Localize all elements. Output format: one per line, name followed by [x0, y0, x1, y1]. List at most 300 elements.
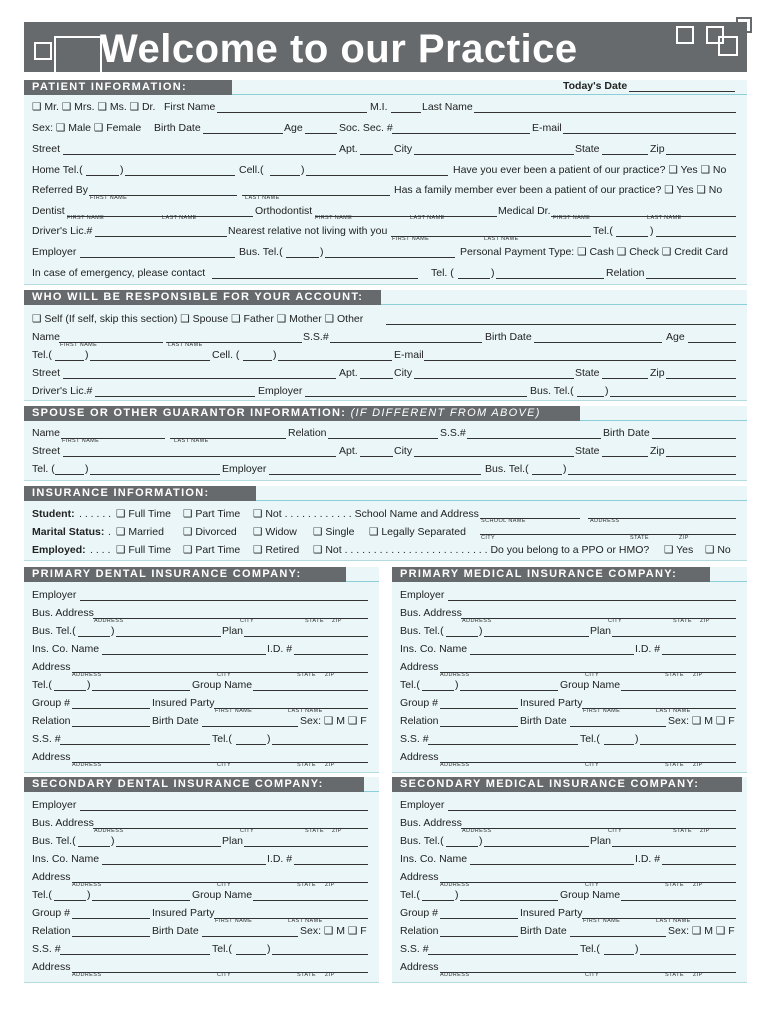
state-field[interactable]: [602, 154, 648, 155]
spouse-section-title: SPOUSE OR OTHER GUARANTOR INFORMATION:: [32, 407, 347, 419]
primary-dental-sub-city: CITY: [240, 618, 255, 624]
primary-medical-address-label: Address: [400, 751, 439, 763]
secondary-medical-sub-address: ADDRESS: [440, 882, 470, 888]
nearest-tel-field[interactable]: [656, 236, 736, 237]
secondary-medical-bus-address-label: Bus. Address: [400, 817, 462, 829]
primary-medical-id-field[interactable]: [662, 654, 736, 655]
resp-zip-label: Zip: [650, 367, 665, 379]
primary-medical-ins-co-name-field[interactable]: [470, 654, 634, 655]
zip-label: Zip: [650, 143, 665, 155]
secondary-medical-employer-label: Employer: [400, 799, 445, 811]
spouse-tel-label: Tel. (: [32, 463, 55, 475]
primary-dental-sub-zip: ZIP: [325, 762, 335, 768]
nearest-tel-area-field[interactable]: [616, 236, 648, 237]
primary-medical-relation-field[interactable]: [440, 726, 518, 727]
retired-checkbox[interactable]: ❑ Retired: [253, 544, 300, 556]
secondary-medical-sub-last-name: LAST NAME: [656, 918, 691, 924]
spouse-employer-field[interactable]: [269, 474, 481, 475]
secondary-dental-id-field[interactable]: [294, 864, 368, 865]
secondary-dental-tel-label: Tel.(: [32, 889, 52, 901]
primary-medical-bus-tel-paren: ): [479, 625, 483, 637]
resp-state-label: State: [575, 367, 600, 379]
todays-date-field[interactable]: [629, 91, 735, 92]
secondary-medical-ins-co-name-field[interactable]: [470, 864, 634, 865]
primary-dental-tel-label: Tel.(: [32, 679, 52, 691]
bus-tel-paren: ): [320, 246, 324, 258]
family-member-question[interactable]: Has a family member ever been a patient of our practice? ❑ Yes ❑ No: [394, 184, 723, 196]
employed-not-checkbox[interactable]: ❑ Not . . . . . . . . . . . . . . . . . . . . . . . . . Do you belong to a PPO or HMO?: [313, 544, 650, 556]
resp-age-field[interactable]: [688, 342, 736, 343]
cell-area-field[interactable]: [270, 175, 300, 176]
secondary-dental-ins-co-name-field[interactable]: [102, 864, 266, 865]
ppo-no-checkbox[interactable]: ❑ No: [705, 544, 731, 556]
emergency-tel-area-field[interactable]: [458, 278, 490, 279]
primary-medical-sub-first-name: FIRST NAME: [583, 708, 621, 714]
secondary-medical-tel-area-field[interactable]: [422, 900, 454, 901]
secondary-medical-ss-field[interactable]: [428, 954, 578, 955]
primary-medical-bus-address-field[interactable]: [461, 618, 736, 619]
resp-apt-field[interactable]: [360, 378, 393, 379]
primary-dental-tel-area-field[interactable]: [236, 744, 266, 745]
primary-dental-sub-city: CITY: [217, 672, 232, 678]
resp-bus-tel-field[interactable]: [610, 396, 736, 397]
secondary-dental-bus-tel-area-field[interactable]: [78, 846, 110, 847]
primary-dental-ins-co-name-label: Ins. Co. Name: [32, 643, 100, 655]
secondary-medical-relation-label: Relation: [400, 925, 439, 937]
secondary-dental-relation-field[interactable]: [72, 936, 150, 937]
divider: [364, 791, 379, 792]
nearest-tel-label: Tel.(: [593, 225, 613, 237]
ssn-label: Soc. Sec. #: [339, 122, 393, 134]
secondary-medical-bus-address-field[interactable]: [461, 828, 736, 829]
primary-dental-employer-field[interactable]: [80, 600, 368, 601]
secondary-dental-bus-tel-field[interactable]: [116, 846, 221, 847]
secondary-dental-tel-field[interactable]: [92, 900, 190, 901]
bus-tel-area-field[interactable]: [286, 257, 319, 258]
secondary-medical-ins-co-name-label: Ins. Co. Name: [400, 853, 468, 865]
header-square-icon: [34, 42, 52, 60]
secondary-dental-sub-address: ADDRESS: [94, 828, 124, 834]
ssn-field[interactable]: [392, 133, 530, 134]
secondary-medical-sex-checkboxes[interactable]: Sex: ❑ M ❑ F: [668, 925, 735, 937]
spouse-city-label: City: [394, 445, 413, 457]
spouse-bus-tel-field[interactable]: [568, 474, 736, 475]
resp-zip-field[interactable]: [666, 378, 736, 379]
primary-medical-sub-state: STATE: [673, 618, 692, 624]
primary-dental-tel-field[interactable]: [92, 690, 190, 691]
secondary-medical-group-name-label: Group Name: [560, 889, 621, 901]
secondary-medical-group-no-field[interactable]: [440, 918, 518, 919]
emergency-tel-paren: ): [491, 267, 495, 279]
primary-medical-bg: [392, 567, 747, 773]
home-tel-paren: ): [120, 164, 124, 176]
spouse-ss-label: S.S.#: [440, 427, 466, 439]
state-label: State: [575, 143, 600, 155]
cell-field[interactable]: [306, 175, 448, 176]
married-checkbox[interactable]: ❑ Married: [116, 526, 164, 538]
sub-zip: ZIP: [679, 535, 689, 541]
primary-dental-tel-label: Tel.(: [212, 733, 232, 745]
primary-dental-sub-address: ADDRESS: [94, 618, 124, 624]
primary-medical-employer-label: Employer: [400, 589, 445, 601]
secondary-medical-plan-field[interactable]: [612, 846, 736, 847]
primary-medical-ins-co-name-label: Ins. Co. Name: [400, 643, 468, 655]
page-title: Welcome to our Practice: [100, 27, 578, 71]
primary-medical-group-name-field[interactable]: [621, 690, 736, 691]
secondary-medical-tel-paren: ): [455, 889, 459, 901]
resp-cell-area-field[interactable]: [243, 360, 272, 361]
drivers-lic-field[interactable]: [95, 236, 227, 237]
secondary-medical-relation-field[interactable]: [440, 936, 518, 937]
secondary-dental-tel-field[interactable]: [272, 954, 368, 955]
primary-dental-birth-date-field[interactable]: [202, 726, 298, 727]
first-name-field[interactable]: [217, 112, 367, 113]
resp-street-field[interactable]: [63, 378, 336, 379]
emergency-tel-field[interactable]: [496, 278, 604, 279]
primary-dental-ss-label: S.S. #: [32, 733, 61, 745]
sub-city: CITY: [481, 535, 496, 541]
secondary-dental-plan-field[interactable]: [244, 846, 368, 847]
primary-dental-address-label: Address: [32, 661, 71, 673]
spouse-birth-date-field[interactable]: [652, 438, 736, 439]
primary-medical-plan-label: Plan: [590, 625, 612, 637]
secondary-dental-employer-label: Employer: [32, 799, 77, 811]
spouse-bus-tel-area-field[interactable]: [532, 474, 562, 475]
secondary-medical-bus-tel-field[interactable]: [484, 846, 589, 847]
secondary-medical-id-field[interactable]: [662, 864, 736, 865]
resp-cell-label: Cell. (: [212, 349, 240, 361]
primary-dental-bus-address-label: Bus. Address: [32, 607, 94, 619]
primary-medical-sub-city: CITY: [608, 618, 623, 624]
secondary-dental-sub-city: CITY: [240, 828, 255, 834]
emergency-label: In case of emergency, please contact: [32, 267, 206, 279]
spouse-street-field[interactable]: [63, 456, 336, 457]
resp-state-field[interactable]: [602, 378, 648, 379]
been-patient-question[interactable]: Have you ever been a patient of our practice? ❑ Yes ❑ No: [453, 164, 727, 176]
resp-city-field[interactable]: [414, 378, 574, 379]
sex-checkboxes[interactable]: Sex: ❑ Male ❑ Female: [32, 122, 142, 134]
primary-medical-sub-state: STATE: [665, 672, 684, 678]
primary-dental-sub-first-name: FIRST NAME: [215, 708, 253, 714]
email-field[interactable]: [563, 133, 736, 134]
header-square-icon: [54, 36, 102, 76]
primary-medical-bus-tel-area-field[interactable]: [446, 636, 478, 637]
primary-medical-bus-tel-label: Bus. Tel.(: [400, 625, 444, 637]
title-checkboxes[interactable]: ❑ Mr. ❑ Mrs. ❑ Ms. ❑ Dr.: [32, 101, 156, 113]
secondary-dental-ss-label: S.S. #: [32, 943, 61, 955]
secondary-medical-bg: [392, 777, 747, 983]
school-city-field[interactable]: [480, 534, 736, 535]
divider: [381, 304, 747, 305]
primary-medical-ss-field[interactable]: [428, 744, 578, 745]
sub-last-name: LAST NAME: [245, 195, 280, 201]
resp-employer-label: Employer: [258, 385, 303, 397]
spouse-employer-label: Employer: [222, 463, 267, 475]
primary-medical-ss-label: S.S. #: [400, 733, 429, 745]
primary-dental-group-name-field[interactable]: [253, 690, 368, 691]
divider: [710, 581, 747, 582]
primary-dental-bus-tel-area-field[interactable]: [78, 636, 110, 637]
primary-medical-tel-field[interactable]: [640, 744, 736, 745]
resp-birth-date-field[interactable]: [534, 342, 662, 343]
city-label: City: [394, 143, 413, 155]
resp-drivers-lic-label: Driver's Lic.#: [32, 385, 93, 397]
secondary-dental-group-no-field[interactable]: [72, 918, 150, 919]
secondary-dental-tel-area-field[interactable]: [236, 954, 266, 955]
primary-dental-tel-area-field[interactable]: [54, 690, 86, 691]
secondary-dental-sub-state: STATE: [297, 972, 316, 978]
sub-last-name: LAST NAME: [174, 438, 209, 444]
divider: [346, 581, 379, 582]
resp-tel-field[interactable]: [90, 360, 210, 361]
street-field[interactable]: [63, 154, 336, 155]
sub-school-name: SCHOOL NAME: [481, 518, 526, 524]
home-tel-field[interactable]: [125, 175, 235, 176]
secondary-medical-employer-field[interactable]: [448, 810, 736, 811]
resp-ss-field[interactable]: [330, 342, 482, 343]
secondary-dental-tel-paren: ): [267, 943, 271, 955]
header-square-icon: [736, 17, 752, 33]
secondary-dental-sub-address: ADDRESS: [72, 972, 102, 978]
secondary-medical-header: SECONDARY MEDICAL INSURANCE COMPANY:: [392, 777, 742, 792]
employer-field[interactable]: [80, 257, 235, 258]
primary-medical-group-no-field[interactable]: [440, 708, 518, 709]
secondary-medical-address-label: Address: [400, 871, 439, 883]
sub-address: ADDRESS: [590, 518, 620, 524]
email-label: E-mail: [532, 122, 562, 134]
dentist-label: Dentist: [32, 205, 65, 217]
primary-medical-sub-city: CITY: [585, 672, 600, 678]
secondary-medical-tel-field[interactable]: [460, 900, 558, 901]
secondary-medical-tel-label: Tel.(: [400, 889, 420, 901]
widow-checkbox[interactable]: ❑ Widow: [253, 526, 297, 538]
spouse-section-header: [24, 406, 580, 421]
spouse-state-field[interactable]: [602, 456, 648, 457]
legally-separated-checkbox[interactable]: ❑ Legally Separated: [369, 526, 466, 538]
resp-tel-area-field[interactable]: [55, 360, 84, 361]
home-tel-area-field[interactable]: [86, 175, 119, 176]
relation-label: Relation: [606, 267, 645, 279]
student-not-checkbox[interactable]: ❑ Not . . . . . . . . . . . . School Name and Address: [253, 508, 479, 520]
secondary-medical-tel-paren: ): [635, 943, 639, 955]
spouse-bus-tel-label: Bus. Tel.(: [485, 463, 529, 475]
primary-dental-group-name-label: Group Name: [192, 679, 253, 691]
secondary-medical-tel-area-field[interactable]: [604, 954, 634, 955]
secondary-medical-sub-first-name: FIRST NAME: [583, 918, 621, 924]
age-field[interactable]: [305, 133, 337, 134]
primary-dental-address-label: Address: [32, 751, 71, 763]
primary-dental-sub-state: STATE: [297, 762, 316, 768]
primary-medical-tel-label: Tel.(: [580, 733, 600, 745]
employed-full-time-checkbox[interactable]: ❑ Full Time: [116, 544, 171, 556]
spouse-zip-field[interactable]: [666, 456, 736, 457]
primary-dental-sub-last-name: LAST NAME: [288, 708, 323, 714]
primary-dental-bus-tel-field[interactable]: [116, 636, 221, 637]
primary-medical-sex-checkboxes[interactable]: Sex: ❑ M ❑ F: [668, 715, 735, 727]
primary-dental-group-no-field[interactable]: [72, 708, 150, 709]
sub-state: STATE: [630, 535, 649, 541]
secondary-dental-header: SECONDARY DENTAL INSURANCE COMPANY:: [24, 777, 364, 792]
resp-employer-field[interactable]: [305, 396, 527, 397]
primary-dental-bus-tel-label: Bus. Tel.(: [32, 625, 76, 637]
primary-dental-sub-state: STATE: [297, 672, 316, 678]
primary-dental-tel-field[interactable]: [272, 744, 368, 745]
zip-field[interactable]: [666, 154, 736, 155]
secondary-medical-birth-date-field[interactable]: [570, 936, 666, 937]
primary-dental-ins-co-name-field[interactable]: [102, 654, 266, 655]
sub-first-name: FIRST NAME: [67, 215, 105, 221]
secondary-medical-group-name-field[interactable]: [621, 900, 736, 901]
secondary-medical-sub-zip: ZIP: [693, 882, 703, 888]
primary-medical-employer-field[interactable]: [448, 600, 736, 601]
spouse-tel-paren: ): [85, 463, 89, 475]
apt-field[interactable]: [360, 154, 393, 155]
primary-medical-bus-tel-field[interactable]: [484, 636, 589, 637]
medical-dr-label: Medical Dr.: [498, 205, 551, 217]
primary-dental-relation-field[interactable]: [72, 726, 150, 727]
primary-dental-plan-label: Plan: [222, 625, 244, 637]
secondary-dental-sex-checkboxes[interactable]: Sex: ❑ M ❑ F: [300, 925, 367, 937]
secondary-dental-employer-field[interactable]: [80, 810, 368, 811]
primary-dental-bg: [24, 567, 379, 773]
primary-medical-tel-area-field[interactable]: [604, 744, 634, 745]
bus-tel-field[interactable]: [325, 257, 455, 258]
apt-label: Apt.: [339, 143, 358, 155]
primary-dental-id-field[interactable]: [294, 654, 368, 655]
mi-field[interactable]: [391, 112, 421, 113]
header-square-icon: [676, 26, 694, 44]
primary-medical-tel-paren: ): [635, 733, 639, 745]
spouse-tel-area-field[interactable]: [55, 474, 84, 475]
secondary-medical-tel-field[interactable]: [640, 954, 736, 955]
secondary-medical-sub-address: ADDRESS: [462, 828, 492, 834]
last-name-field[interactable]: [474, 112, 736, 113]
secondary-dental-birth-date-field[interactable]: [202, 936, 298, 937]
primary-dental-ss-field[interactable]: [60, 744, 210, 745]
primary-dental-sub-address: ADDRESS: [72, 762, 102, 768]
primary-dental-sub-state: STATE: [305, 618, 324, 624]
secondary-medical-sub-state: STATE: [673, 828, 692, 834]
secondary-medical-sub-state: STATE: [665, 972, 684, 978]
primary-medical-birth-date-field[interactable]: [570, 726, 666, 727]
secondary-dental-ins-co-name-label: Ins. Co. Name: [32, 853, 100, 865]
payment-type-checkboxes[interactable]: Personal Payment Type: ❑ Cash ❑ Check ❑ Credit Card: [460, 246, 728, 258]
secondary-dental-tel-paren: ): [87, 889, 91, 901]
single-checkbox[interactable]: ❑ Single: [313, 526, 355, 538]
secondary-dental-tel-area-field[interactable]: [54, 900, 86, 901]
responsible-options[interactable]: ❑ Self (If self, skip this section) ❑ Spouse ❑ Father ❑ Mother ❑ Other: [32, 313, 364, 325]
secondary-medical-sub-state: STATE: [665, 882, 684, 888]
responsible-section-bg: [24, 290, 747, 401]
resp-email-field[interactable]: [424, 360, 736, 361]
spouse-tel-field[interactable]: [90, 474, 220, 475]
employed-part-time-checkbox[interactable]: ❑ Part Time: [183, 544, 241, 556]
primary-medical-group-name-label: Group Name: [560, 679, 621, 691]
resp-email-label: E-mail: [394, 349, 424, 361]
spouse-ss-field[interactable]: [467, 438, 601, 439]
resp-cell-field[interactable]: [278, 360, 392, 361]
employer-label: Employer: [32, 246, 77, 258]
secondary-dental-group-name-field[interactable]: [253, 900, 368, 901]
resp-bus-tel-label: Bus. Tel.(: [530, 385, 574, 397]
employed-label: Employed:: [32, 544, 86, 556]
primary-dental-sex-checkboxes[interactable]: Sex: ❑ M ❑ F: [300, 715, 367, 727]
student-full-time-checkbox[interactable]: ❑ Full Time: [116, 508, 171, 520]
spouse-apt-field[interactable]: [360, 456, 393, 457]
secondary-dental-address-label: Address: [32, 871, 71, 883]
secondary-medical-bus-tel-area-field[interactable]: [446, 846, 478, 847]
primary-dental-relation-label: Relation: [32, 715, 71, 727]
secondary-medical-sub-zip: ZIP: [693, 972, 703, 978]
primary-medical-birth-date-label: Birth Date: [520, 715, 567, 727]
birth-date-field[interactable]: [203, 133, 283, 134]
primary-medical-sub-zip: ZIP: [700, 618, 710, 624]
secondary-dental-group-no-label: Group #: [32, 907, 70, 919]
resp-bus-tel-paren: ): [605, 385, 609, 397]
primary-medical-bus-address-label: Bus. Address: [400, 607, 462, 619]
spouse-section-note: (IF DIFFERENT FROM ABOVE): [350, 407, 541, 419]
primary-medical-sub-last-name: LAST NAME: [656, 708, 691, 714]
secondary-dental-address-label: Address: [32, 961, 71, 973]
primary-dental-group-no-label: Group #: [32, 697, 70, 709]
primary-dental-sub-zip: ZIP: [332, 618, 342, 624]
secondary-dental-ss-field[interactable]: [60, 954, 210, 955]
other-field[interactable]: [386, 324, 736, 325]
secondary-dental-sub-last-name: LAST NAME: [288, 918, 323, 924]
secondary-dental-sub-zip: ZIP: [332, 828, 342, 834]
primary-dental-birth-date-label: Birth Date: [152, 715, 199, 727]
secondary-dental-bus-address-field[interactable]: [93, 828, 368, 829]
ppo-yes-checkbox[interactable]: ❑ Yes: [664, 544, 694, 556]
divorced-checkbox[interactable]: ❑ Divorced: [183, 526, 237, 538]
sub-last-name: LAST NAME: [410, 215, 445, 221]
secondary-medical-group-no-label: Group #: [400, 907, 438, 919]
sub-first-name: FIRST NAME: [90, 195, 128, 201]
resp-drivers-lic-field[interactable]: [95, 396, 255, 397]
secondary-medical-sub-zip: ZIP: [700, 828, 710, 834]
street-label: Street: [32, 143, 61, 155]
spouse-city-field[interactable]: [414, 456, 574, 457]
spouse-zip-label: Zip: [650, 445, 665, 457]
header-square-icon: [718, 36, 738, 56]
relation-field[interactable]: [646, 278, 736, 279]
emergency-field[interactable]: [212, 278, 418, 279]
spouse-relation-field[interactable]: [328, 438, 438, 439]
primary-medical-tel-area-field[interactable]: [422, 690, 454, 691]
drivers-lic-label: Driver's Lic.#: [32, 225, 93, 237]
primary-dental-plan-field[interactable]: [244, 636, 368, 637]
nearest-tel-paren: ): [650, 225, 654, 237]
sub-first-name: FIRST NAME: [553, 215, 591, 221]
primary-medical-plan-field[interactable]: [612, 636, 736, 637]
primary-dental-bus-address-field[interactable]: [93, 618, 368, 619]
primary-medical-tel-field[interactable]: [460, 690, 558, 691]
sub-first-name: FIRST NAME: [315, 215, 353, 221]
primary-dental-header: PRIMARY DENTAL INSURANCE COMPANY:: [24, 567, 346, 582]
secondary-dental-relation-label: Relation: [32, 925, 71, 937]
resp-bus-tel-area-field[interactable]: [577, 396, 604, 397]
referred-by-label: Referred By: [32, 184, 89, 196]
spouse-apt-label: Apt.: [339, 445, 358, 457]
resp-city-label: City: [394, 367, 413, 379]
student-part-time-checkbox[interactable]: ❑ Part Time: [183, 508, 241, 520]
divider: [580, 420, 747, 421]
primary-medical-header: PRIMARY MEDICAL INSURANCE COMPANY:: [392, 567, 710, 582]
orthodontist-label: Orthodontist: [255, 205, 313, 217]
primary-medical-id-label: I.D. #: [635, 643, 661, 655]
city-field[interactable]: [414, 154, 574, 155]
first-name-label: First Name: [164, 101, 216, 113]
